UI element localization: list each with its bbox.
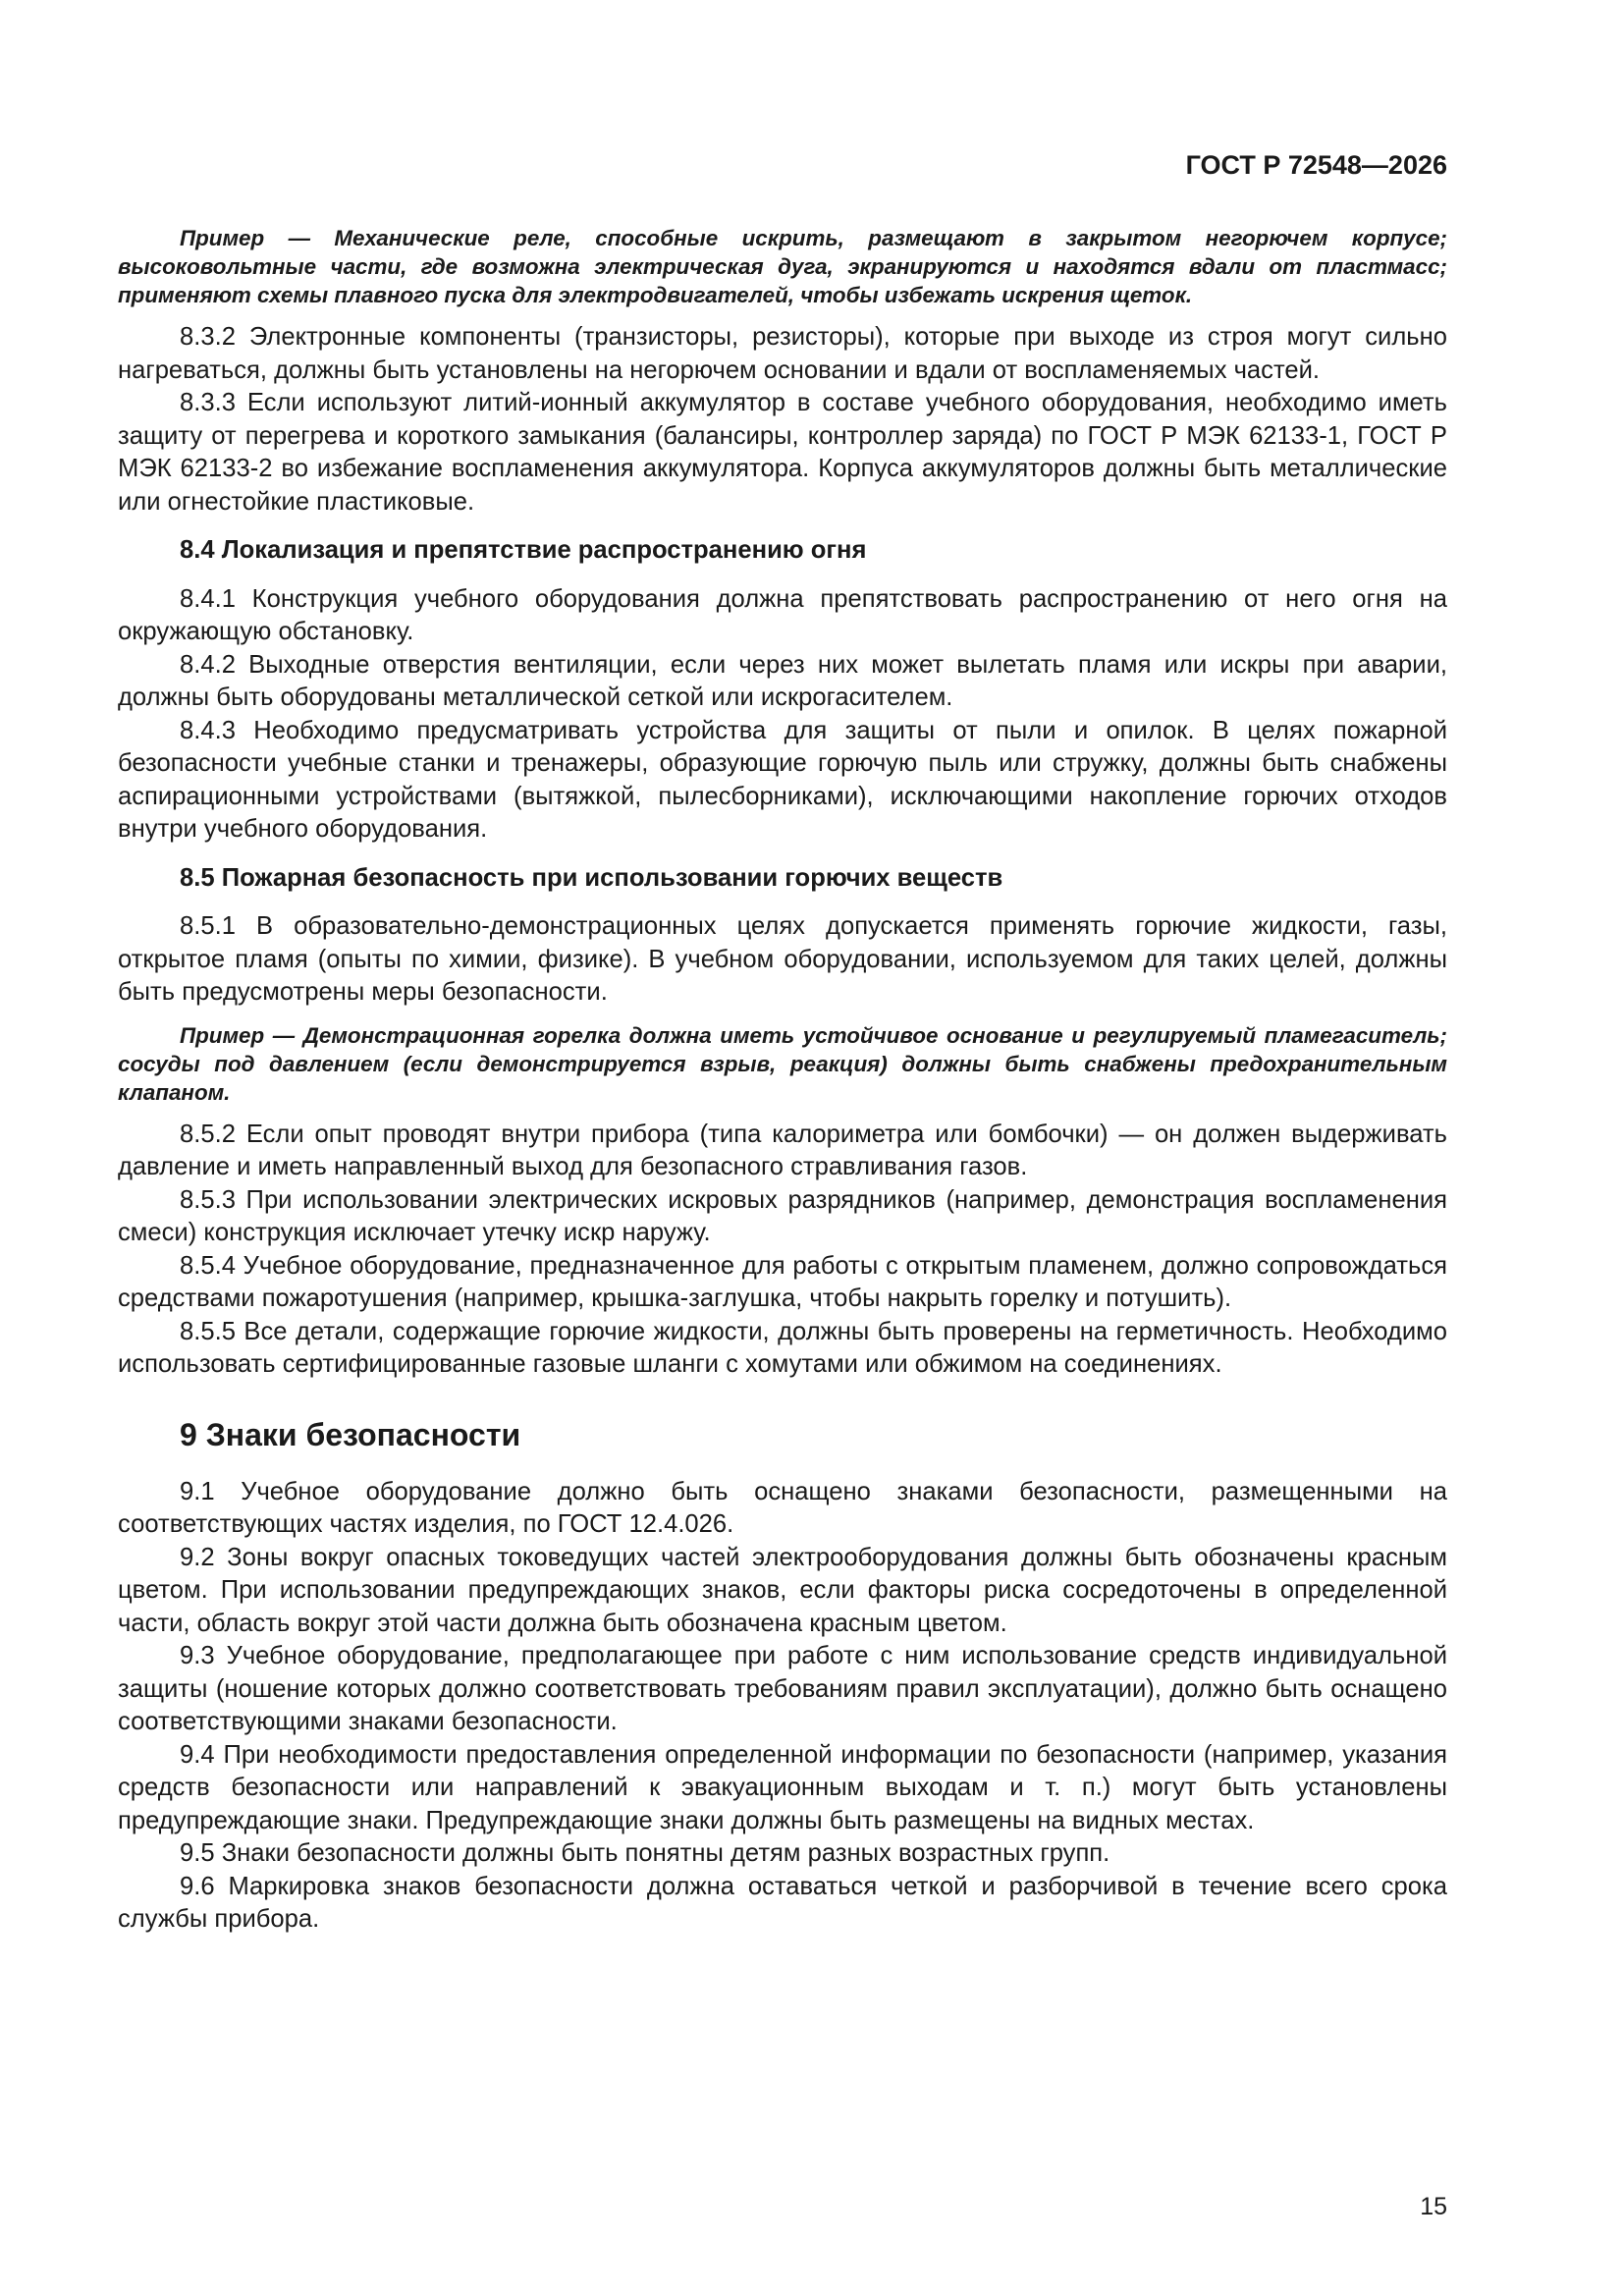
example-text: Демонстрационная горелка должна иметь устойчивое основание и регулируемый пламегаситель; сосуды под давлением (если демонстрируется взрыв, реакция) должны быть снабжены предохранительным клапаном. xyxy=(118,1022,1448,1105)
paragraph-8-4-1: 8.4.1 Конструкция учебного оборудования должна препятствовать распространению от него огня на окружающую обстановку. xyxy=(118,584,1447,645)
example-note xyxy=(118,224,1447,309)
example-text: Механические реле, способные искрить, размещают в закрытом негорючем корпусе; высоковольтные части, где возможна электрическая дуга, экранируются и находятся вдали от пластмасс; применяют схемы плавного пуска для электродвигателей, чтобы избежать искрения щеток. xyxy=(118,226,1447,307)
subsection-heading-8-4: 8.4 Локализация и препятствие распространению огня xyxy=(180,536,867,564)
paragraph-8-5-5: 8.5.5 Все детали, содержащие горючие жидкости, должны быть проверены на герметичность. Необходимо использовать сертифицированные газовые шланги с хомутами или обжимом на соединениях. xyxy=(118,1317,1447,1378)
section-heading-9: 9 Знаки безопасности xyxy=(180,1416,521,1452)
paragraph-9-5: 9.5 Знаки безопасности должны быть понятны детям разных возрастных групп. xyxy=(180,1839,1110,1867)
paragraph-9-2: 9.2 Зоны вокруг опасных токоведущих частей электрооборудования должны быть обозначены красным цветом. При использовании предупреждающих знаков, если факторы риска сосредоточены в определенной части, область вокруг этой части должна быть обозначена красным цветом. xyxy=(118,1543,1447,1637)
paragraph-9-6: 9.6 Маркировка знаков безопасности должна оставаться четкой и разборчивой в течение всего срока службы прибора. xyxy=(118,1872,1447,1933)
document-header-id: ГОСТ Р 72548—2026 xyxy=(1185,150,1447,180)
paragraph-8-3-2: 8.3.2 Электронные компоненты (транзисторы, резисторы), которые при выходе из строя могут сильно нагреваться, должны быть установлены на негорючем основании и вдали от воспламеняемых частей. xyxy=(118,323,1447,384)
paragraph-9-1: 9.1 Учебное оборудование должно быть оснащено знаками безопасности, размещенными на соответствующих частях изделия, по ГОСТ 12.4.026. xyxy=(118,1477,1447,1538)
document-body xyxy=(118,224,1447,1937)
paragraph-8-5-2: 8.5.2 Если опыт проводят внутри прибора (типа калориметра или бомбочки) — он должен выдерживать давление и иметь направленный выход для безопасного стравливания газов. xyxy=(118,1120,1447,1180)
example-label: Пример — xyxy=(180,226,335,250)
paragraph-8-5-4: 8.5.4 Учебное оборудование, предназначенное для работы с открытым пламенем, должно сопровождаться средствами пожаротушения (например, крышка-заглушка, чтобы накрыть горелку и потушить). xyxy=(118,1251,1447,1312)
paragraph-8-5-1: 8.5.1 В образовательно-демонстрационных целях допускается применять горючие жидкости, газы, открытое пламя (опыты по химии, физике). В учебном оборудовании, используемом для таких целей, должны быть предусмотрены меры безопасности. xyxy=(118,912,1447,1006)
paragraph-9-3: 9.3 Учебное оборудование, предполагающее при работе с ним использование средств индивидуальной защиты (ношение которых должно соответствовать требованиям правил эксплуатации), должно быть оснащено соответствующими знаками безопасности. xyxy=(118,1642,1447,1735)
example-label: Пример — xyxy=(180,1022,303,1048)
document-page xyxy=(118,0,1447,2296)
example-note xyxy=(118,1021,1447,1107)
paragraph-9-4: 9.4 При необходимости предоставления определенной информации по безопасности (например, указания средств безопасности или направлений к эвакуационным выходам и т. п.) могут быть установлены предупреждающие знаки. Предупреждающие знаки должны быть размещены на видных местах. xyxy=(118,1740,1447,1834)
paragraph-8-4-3: 8.4.3 Необходимо предусматривать устройства для защиты от пыли и опилок. В целях пожарной безопасности учебные станки и тренажеры, образующие горючую пыль или стружку, должны быть снабжены аспирационными устройствами (вытяжкой, пылесборниками), исключающими накопление горючих отходов внутри учебного оборудования. xyxy=(118,716,1447,843)
paragraph-8-5-3: 8.5.3 При использовании электрических искровых разрядников (например, демонстрация воспламенения смеси) конструкция исключает утечку искр наружу. xyxy=(118,1185,1447,1246)
page-number: 15 xyxy=(1420,2193,1447,2220)
paragraph-8-4-2: 8.4.2 Выходные отверстия вентиляции, если через них может вылетать пламя или искры при аварии, должны быть оборудованы металлической сеткой или искрогасителем. xyxy=(118,650,1447,711)
subsection-heading-8-5: 8.5 Пожарная безопасность при использовании горючих веществ xyxy=(180,863,1003,892)
paragraph-8-3-3: 8.3.3 Если используют литий-ионный аккумулятор в составе учебного оборудования, необходимо иметь защиту от перегрева и короткого замыкания (балансиры, контроллер заряда) по ГОСТ Р МЭК 62133-1, ГОСТ Р МЭК 62133-2 во избежание воспламенения аккумулятора. Корпуса аккумуляторов должны быть металлические или огнестойкие пластиковые. xyxy=(118,389,1447,516)
